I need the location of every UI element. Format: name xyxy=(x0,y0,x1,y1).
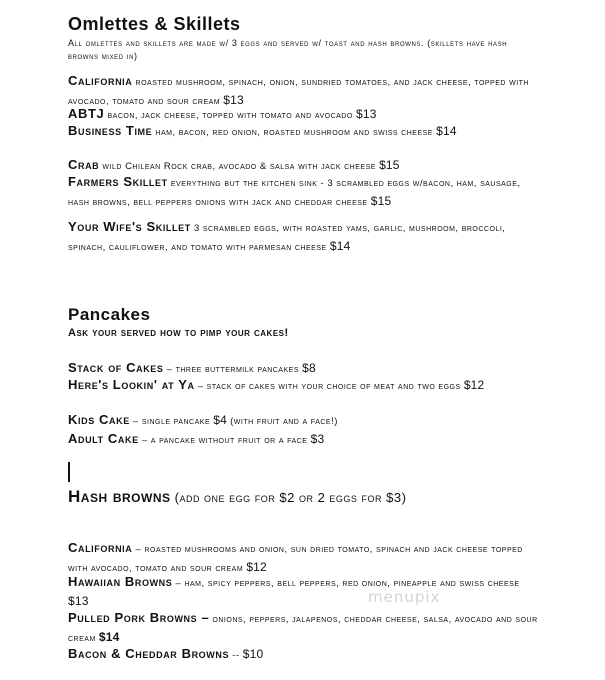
menu-item xyxy=(68,219,538,256)
section-title-omelettes: Omlettes & Skillets xyxy=(68,14,241,34)
menu-item xyxy=(68,360,548,379)
item-price: $13 xyxy=(68,593,89,608)
item-description: – three buttermilk pancakes xyxy=(163,364,303,375)
item-name: Stack of Cakes xyxy=(68,360,164,375)
item-price: $12 xyxy=(246,559,267,574)
text-cursor xyxy=(68,462,70,482)
item-description: ham, bacon, red onion, roasted mushroom and swiss cheese xyxy=(152,127,437,138)
item-name: Kids Cake xyxy=(68,412,130,427)
menu-item xyxy=(68,174,538,211)
item-price: $14 xyxy=(98,629,120,644)
watermark-logo: menupix xyxy=(368,588,441,606)
item-name: Adult Cake xyxy=(68,431,139,446)
item-price: $10 xyxy=(242,647,264,661)
item-description: onions, peppers, jalapenos, cheddar cheese, salsa, avocado and sour cream xyxy=(68,614,538,644)
item-name: ABTJ xyxy=(68,106,105,121)
item-description: bacon, jack cheese, topped with tomato and avocado xyxy=(104,110,356,121)
item-name: Hawaiian Browns xyxy=(68,574,173,589)
item-name: Farmers Skillet xyxy=(68,174,168,189)
item-description: – ham, spicy peppers, bell peppers, red onion, pineapple and swiss cheese xyxy=(172,578,520,589)
item-price: $14 xyxy=(329,238,351,253)
hash-browns-note: (add one egg for $2 or 2 eggs for $3) xyxy=(170,490,407,505)
menu-item xyxy=(68,412,548,431)
menu-item xyxy=(68,610,543,647)
menu-item xyxy=(68,73,538,110)
hash-browns-title: Hash browns xyxy=(68,487,171,506)
item-name: Here's Lookin' at Ya xyxy=(68,377,195,392)
item-description: 3 scrambled eggs, with roasted yams, garlic, mushroom, broccoli, spinach, cauliflower, and tomato with parmesan cheese xyxy=(68,223,506,253)
item-price: $4 xyxy=(213,413,227,427)
menu-item xyxy=(68,123,538,142)
item-description: -- xyxy=(229,650,243,661)
item-price: $12 xyxy=(463,378,485,392)
pancakes-subtitle: Ask your served how to pimp your cakes! xyxy=(68,327,289,339)
item-name: Business Time xyxy=(68,123,153,138)
item-name: Your Wife's Skillet xyxy=(68,219,191,234)
item-price: $15 xyxy=(370,193,392,208)
item-name: Bacon & Cheddar Browns xyxy=(68,646,230,661)
menu-item xyxy=(68,431,548,450)
item-description: – single pancake xyxy=(129,416,214,427)
item-name: California xyxy=(68,73,133,88)
item-price: $8 xyxy=(302,361,316,375)
item-name: Crab xyxy=(68,157,100,172)
menu-item xyxy=(68,106,538,125)
item-description: everything but the kitchen sink - 3 scrambled eggs w/bacon, ham, sausage, hash browns, bell peppers onions with jack and cheddar cheese xyxy=(68,178,521,208)
item-description: – roasted mushrooms and onion, sun dried tomato, spinach and jack cheese topped with avocado, tomato and sour cream xyxy=(68,544,523,574)
section-title-hash-browns xyxy=(68,487,406,507)
item-description: wild Chilean Rock crab, avocado & salsa with jack cheese xyxy=(99,161,380,172)
menu-item xyxy=(68,540,543,577)
item-price: $3 xyxy=(310,432,325,446)
omelettes-note: All omlettes and skillets are made w/ 3 eggs and served w/ toast and hash browns. (skillets have hash browns mixed in) xyxy=(68,38,508,61)
menu-item xyxy=(68,377,548,396)
item-description: roasted mushroom, spinach, onion, sundried tomatoes, and jack cheese, topped with avocado, tomato and sour cream xyxy=(68,77,529,107)
item-price: $13 xyxy=(355,107,377,121)
item-description: – stack of cakes with your choice of meat and two eggs xyxy=(194,381,464,392)
menu-item xyxy=(68,646,543,665)
item-name: California xyxy=(68,540,133,555)
section-title-pancakes: Pancakes xyxy=(68,305,151,324)
item-price: $14 xyxy=(436,124,457,138)
item-price: $15 xyxy=(379,158,400,172)
menu-item xyxy=(68,157,538,176)
item-description-tail: (with fruit and a face!) xyxy=(227,416,338,427)
item-price: $13 xyxy=(223,92,244,107)
item-name: Pulled Pork Browns – xyxy=(68,610,210,625)
menu-item xyxy=(68,574,543,611)
item-description: – a pancake without fruit or a face xyxy=(138,435,311,446)
